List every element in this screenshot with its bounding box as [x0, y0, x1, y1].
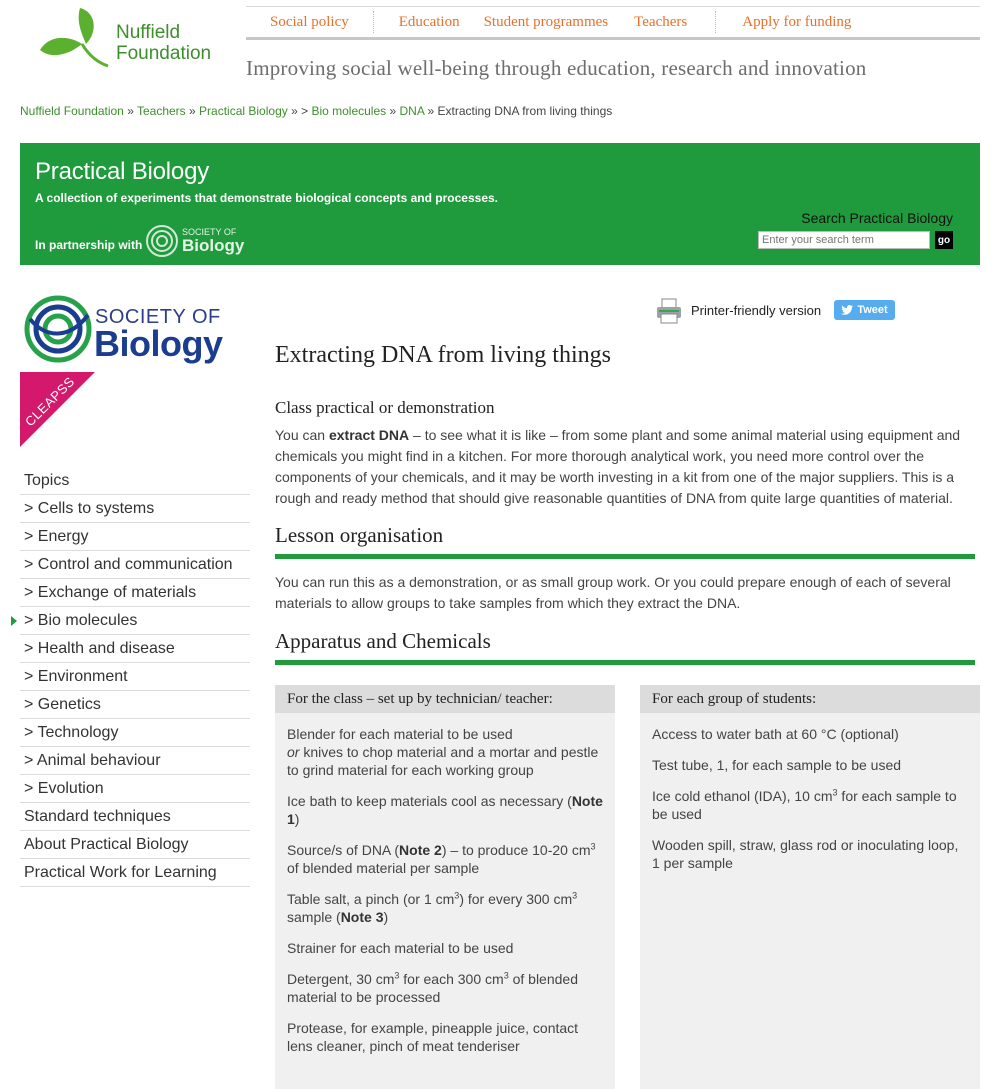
sidebar-item-health-and-disease[interactable]: > Health and disease: [20, 635, 250, 663]
nav-separator: [373, 11, 374, 33]
list-item: Wooden spill, straw, glass rod or inoculating loop, 1 per sample: [652, 837, 959, 871]
cleapss-text: CLEAPSS: [21, 373, 78, 430]
society-of-biology-banner-logo[interactable]: [144, 223, 254, 259]
site-tagline: Improving social well-being through education, research and innovation: [246, 56, 867, 80]
society-rings-icon: [144, 223, 180, 259]
intro-paragraph: [275, 425, 975, 509]
nav-apply-for-funding[interactable]: Apply for funding: [742, 14, 852, 30]
tweet-label: Tweet: [857, 304, 888, 316]
sidebar-item-technology[interactable]: > Technology: [20, 719, 250, 747]
partnership-label: In partnership with: [35, 238, 143, 252]
sidebar-item-about-practical-biology[interactable]: About Practical Biology: [20, 831, 250, 859]
breadcrumb-current: Extracting DNA from living things: [437, 104, 613, 118]
sidebar-item-animal-behaviour[interactable]: > Animal behaviour: [20, 747, 250, 775]
breadcrumb: Nuffield Foundation » Teachers » Practical Biology » > Bio molecules » DNA » Extracting DNA from living things: [20, 104, 613, 118]
sob-logo-text-2: Biology: [94, 323, 223, 364]
sidebar-item-topics[interactable]: Topics: [20, 467, 250, 495]
sidebar-item-environment[interactable]: > Environment: [20, 663, 250, 691]
nuffield-logo-text: [116, 22, 211, 64]
logo-line-2: Foundation: [116, 43, 212, 64]
partner-logo-text-1: SOCIETY OF: [182, 227, 237, 237]
lesson-organisation-text: You can run this as a demonstration, or as small group work. Or you could prepare enough of each of several materials to allow groups to take samples from which they extract the DNA.: [275, 574, 951, 611]
list-item: Access to water bath at 60 °C (optional): [652, 726, 899, 742]
breadcrumb-teachers[interactable]: Teachers: [136, 104, 186, 118]
sidebar-item-bio-molecules[interactable]: > Bio molecules: [20, 607, 250, 635]
breadcrumb-bio-molecules[interactable]: Bio molecules: [311, 104, 387, 118]
breadcrumb-dna[interactable]: DNA: [399, 104, 425, 118]
twitter-bird-icon: [841, 305, 853, 315]
class-apparatus-box: [275, 685, 615, 1089]
sidebar-item-control-and-communication[interactable]: > Control and communication: [20, 551, 250, 579]
sidebar-item-cells-to-systems[interactable]: > Cells to systems: [20, 495, 250, 523]
nav-education[interactable]: Education: [398, 14, 460, 30]
partner-logo-text-2: Biology: [182, 236, 245, 255]
group-apparatus-box: [640, 685, 980, 1089]
sidebar-item-energy[interactable]: > Energy: [20, 523, 250, 551]
sidebar-item-genetics[interactable]: > Genetics: [20, 691, 250, 719]
society-of-biology-logo[interactable]: [22, 293, 222, 368]
nav-teachers[interactable]: Teachers: [634, 14, 688, 30]
banner-title[interactable]: Practical Biology: [35, 158, 210, 185]
sidebar-item-standard-techniques[interactable]: Standard techniques: [20, 803, 250, 831]
list-item: Strainer for each material to be used: [287, 940, 514, 956]
sidebar-item-evolution[interactable]: > Evolution: [20, 775, 250, 803]
breadcrumb-nuffield[interactable]: Nuffield Foundation: [20, 104, 124, 118]
nav-student-programmes[interactable]: Student programmes: [483, 14, 609, 30]
list-item: Test tube, 1, for each sample to be used: [652, 757, 902, 773]
search-input[interactable]: [758, 231, 930, 249]
note-3-link[interactable]: Note 3: [340, 909, 384, 925]
intro-text-post: – to see what it is like – from some plant and some animal material using equipment and chemicals you might find in a kitchen. For more thorough analytical work, you need more control over the components of your chemicals, and it may be worth investing in a kit from one of the major suppliers. This is a rough and ready method that should give reasonable quantities of DNA from quite large quantities of material.: [275, 427, 961, 506]
list-item: Table salt, a pinch (or 1 $cm^3$) for every 300 $cm^3$ sample (Note 3): [287, 890, 578, 925]
lesson-organisation-heading: Lesson organisation: [275, 523, 975, 559]
top-navigation: [246, 6, 980, 40]
sob-logo-text-1: SOCIETY OF: [95, 306, 221, 328]
list-item: Ice cold ethanol (IDA), 10 $cm^3$ for each sample to be used: [652, 787, 957, 822]
search-go-button[interactable]: go: [935, 231, 953, 249]
list-item: Protease, for example, pineapple juice, contact lens cleaner, pinch of meat tenderiser: [287, 1020, 579, 1054]
society-rings-icon: [22, 293, 96, 365]
intro-heading: Class practical or demonstration: [275, 398, 495, 417]
nuffield-logo[interactable]: [36, 4, 226, 74]
topics-sidebar: [20, 467, 250, 887]
cleapss-badge[interactable]: [20, 372, 95, 447]
sidebar-item-practical-work-for-learning[interactable]: Practical Work for Learning: [20, 859, 250, 887]
nav-social-policy[interactable]: Social policy: [270, 14, 349, 30]
sidebar-item-exchange-of-materials[interactable]: > Exchange of materials: [20, 579, 250, 607]
apparatus-heading: Apparatus and Chemicals: [275, 629, 975, 665]
intro-text-pre: You can: [275, 427, 329, 443]
nuffield-leaf-icon: [36, 4, 116, 74]
banner-subtitle: A collection of experiments that demonstrate biological concepts and processes.: [35, 191, 499, 205]
note-2-link[interactable]: Note 2: [399, 842, 442, 858]
list-item: Detergent, 30 $cm^3$ for each 300 $cm^3$ of blended material to be processed: [287, 970, 578, 1005]
note-1-link[interactable]: Note 1: [287, 793, 603, 827]
main-content: [275, 340, 975, 369]
practical-biology-banner: [20, 143, 980, 265]
list-item: Ice bath to keep materials cool as necessary (Note 1): [287, 793, 603, 827]
breadcrumb-practical-biology[interactable]: Practical Biology: [199, 104, 288, 118]
class-apparatus-heading: For the class – set up by technician/ teacher:: [275, 685, 615, 713]
printer-icon[interactable]: [655, 297, 683, 325]
search-label: Search Practical Biology: [801, 210, 953, 226]
list-item: Blender for each material to be used or knives to chop material and a mortar and pestle to grind material for each working group: [287, 726, 599, 778]
list-item: Source/s of DNA (Note 2) – to produce 10-20 $cm^3$ of blended material per sample: [287, 841, 596, 876]
printer-friendly-link[interactable]: Printer-friendly version: [691, 303, 822, 318]
group-apparatus-heading: For each group of students:: [640, 685, 980, 713]
logo-line-1: Nuffield: [116, 22, 181, 43]
nav-separator: [715, 11, 716, 33]
tweet-button[interactable]: [834, 300, 895, 320]
intro-bold-term: extract DNA: [328, 427, 410, 443]
page-title: Extracting DNA from living things: [275, 342, 611, 368]
